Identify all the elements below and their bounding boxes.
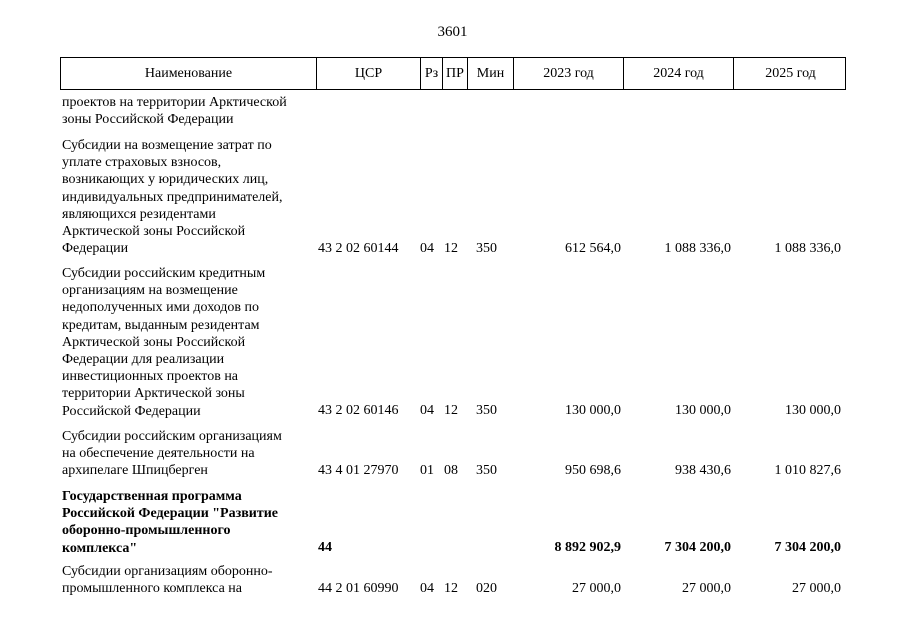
row-2025: 1 088 336,0: [774, 241, 841, 256]
row-csr: 44: [318, 540, 332, 555]
row-csr: 43 2 02 60144: [318, 241, 399, 256]
table-header: [60, 57, 846, 90]
page-number: 3601: [437, 24, 468, 40]
row-name: Субсидии российским кредитным организациям на возмещение недополученных ими доходов по кредитам, выданным резидентам Арктической зоны Российской Федерации для реализации инвестиционных проектов на территории Арктической зоны Российской Федерации: [62, 266, 266, 419]
row-rz: 04: [420, 241, 434, 256]
row-pr: 12: [444, 241, 458, 256]
row-pr: 12: [444, 403, 458, 418]
header-min: Мин: [468, 58, 514, 89]
row-csr: 43 4 01 27970: [318, 463, 399, 478]
row-name: Государственная программа Российской Федерации "Развитие оборонно-промышленного комплекса": [62, 489, 278, 556]
row-name: Субсидии на возмещение затрат по уплате страховых взносов, возникающих у юридических лиц, индивидуальных предпринимателей, являющихся резидентами Арктической зоны Российской Федерации: [62, 138, 283, 257]
row-min: 350: [476, 463, 497, 478]
header-rz: Рз: [421, 58, 443, 89]
row-csr: 44 2 01 60990: [318, 581, 399, 596]
row-min: 020: [476, 581, 497, 596]
row-2023: 8 892 902,9: [554, 540, 621, 555]
row-min: 350: [476, 403, 497, 418]
row-2025: 7 304 200,0: [774, 540, 841, 555]
header-2025: 2025 год: [765, 66, 816, 81]
row-name: проектов на территории Арктической зоны Российской Федерации: [62, 95, 287, 128]
row-pr: 08: [444, 463, 458, 478]
row-2024: 27 000,0: [682, 581, 731, 596]
row-name: Субсидии российским организациям на обеспечение деятельности на архипелаге Шпицберген: [62, 429, 282, 479]
row-rz: 04: [420, 581, 434, 596]
row-2023: 27 000,0: [572, 581, 621, 596]
row-2024: 1 088 336,0: [664, 241, 731, 256]
row-pr: 12: [444, 581, 458, 596]
header-name: Наименование: [61, 58, 317, 89]
row-2023: 950 698,6: [565, 463, 621, 478]
header-pr: ПР: [443, 58, 468, 89]
row-2024: 130 000,0: [675, 403, 731, 418]
header-csr: ЦСР: [317, 58, 421, 89]
row-2025: 27 000,0: [792, 581, 841, 596]
row-2024: 7 304 200,0: [664, 540, 731, 555]
row-2023: 612 564,0: [565, 241, 621, 256]
row-min: 350: [476, 241, 497, 256]
row-rz: 01: [420, 463, 434, 478]
row-2025: 130 000,0: [785, 403, 841, 418]
row-rz: 04: [420, 403, 434, 418]
header-2023: 2023 год: [514, 58, 624, 89]
header-2024: 2024 год: [624, 58, 734, 89]
row-csr: 43 2 02 60146: [318, 403, 399, 418]
row-name: Субсидии организациям оборонно- промышленного комплекса на: [62, 564, 273, 597]
row-2024: 938 430,6: [675, 463, 731, 478]
row-2023: 130 000,0: [565, 403, 621, 418]
row-2025: 1 010 827,6: [774, 463, 841, 478]
